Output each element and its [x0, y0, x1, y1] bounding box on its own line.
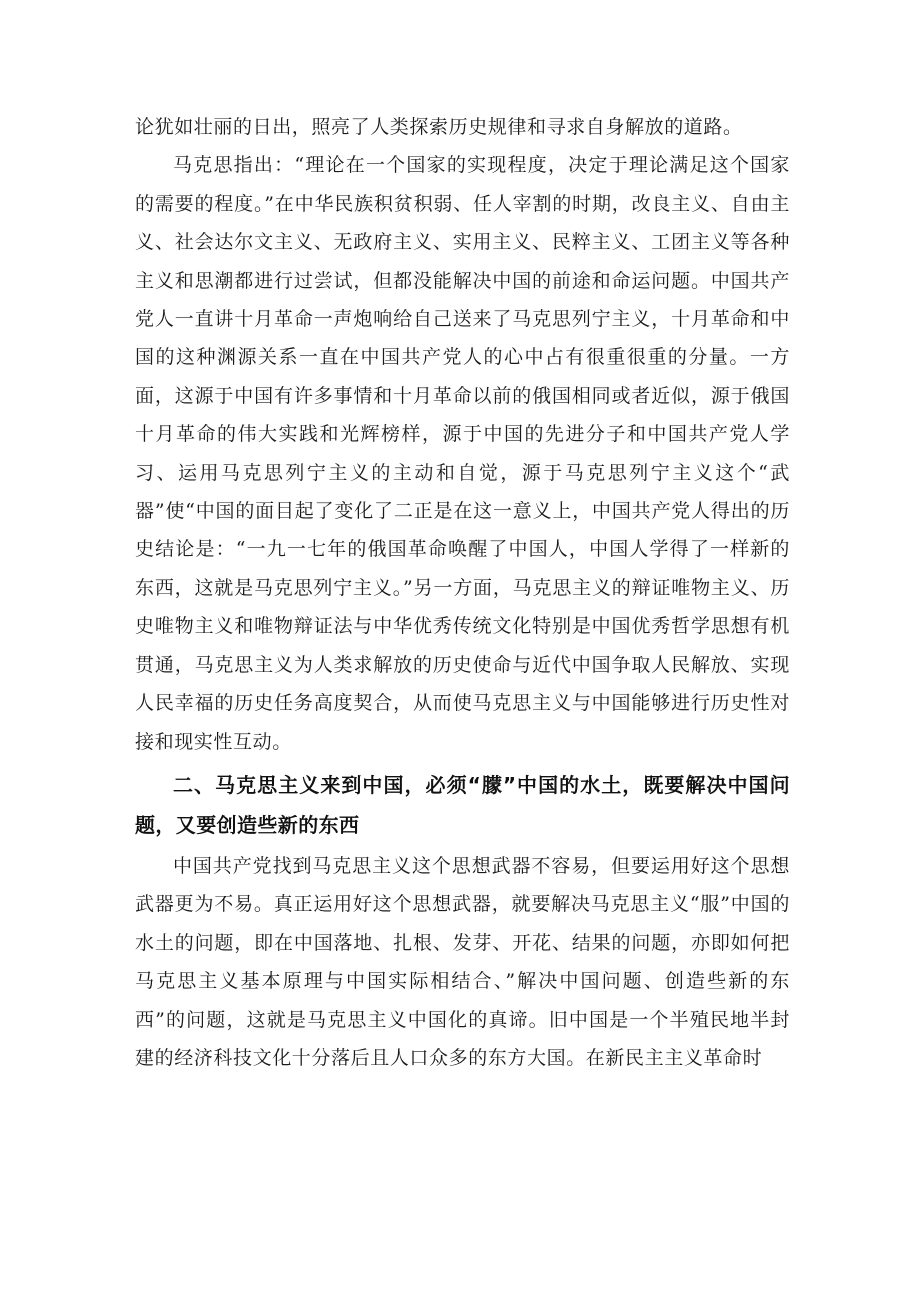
document-body — [135, 108, 790, 1077]
paragraph-marx-theory: 马克思指出：“理论在一个国家的实现程度，决定于理论满足这个国家的需要的程度。”在中华民族积贫积弱、任人宰割的时期，改良主义、自由主义、社会达尔文主义、无政府主义、实用主义、民粹主义、工团主义等各种主义和思潮都进行过尝试，但都没能解决中国的前途和命运问题。中国共产党人一直讲十月革命一声炮响给自己送来了马克思列宁主义，十月革命和中国的这种渊源关系一直在中国共产党人的心中占有很重很重的分量。一方面，这源于中国有许多事情和十月革命以前的俄国相同或者近似，源于俄国十月革命的伟大实践和光辉榜样，源于中国的先进分子和中国共产党人学习、运用马克思列宁主义的主动和自觉，源于马克思列宁主义这个“武器”使“中国的面目起了变化了二正是在这一意义上，中国共产党人得出的历史结论是：“一九一七年的俄国革命唤醒了中国人，中国人学得了一样新的东西，这就是马克思列宁主义。”另一方面，马克思主义的辩证唯物主义、历史唯物主义和唯物辩证法与中华优秀传统文化特别是中国优秀哲学思想有机贯通，马克思主义为人类求解放的历史使命与近代中国争取人民解放、实现人民幸福的历史任务高度契合，从而使马克思主义与中国能够进行历史性对接和现实性互动。 — [135, 154, 790, 753]
paragraph-sinicization: 中国共产党找到马克思主义这个思想武器不容易，但要运用好这个思想武器更为不易。真正运用好这个思想武器，就要解决马克思主义“服”中国的水土的问题，即在中国落地、扎根、发芽、开花、结果的问题，亦即如何把马克思主义基本原理与中国实际相结合、”解决中国问题、创造些新的东西”的问题，这就是马克思主义中国化的真谛。旧中国是一个半殖民地半封建的经济科技文化十分落后且人口众多的东方大国。在新民主主义革命时 — [135, 854, 790, 1069]
paragraph-continuation: 论犹如壮丽的日出，照亮了人类探索历史规律和寻求自身解放的道路。 — [135, 116, 743, 138]
section-heading: 二、马克思主义来到中国，必须“朦”中国的水土，既要解决中国问题，又要创造些新的东西 — [135, 772, 790, 837]
